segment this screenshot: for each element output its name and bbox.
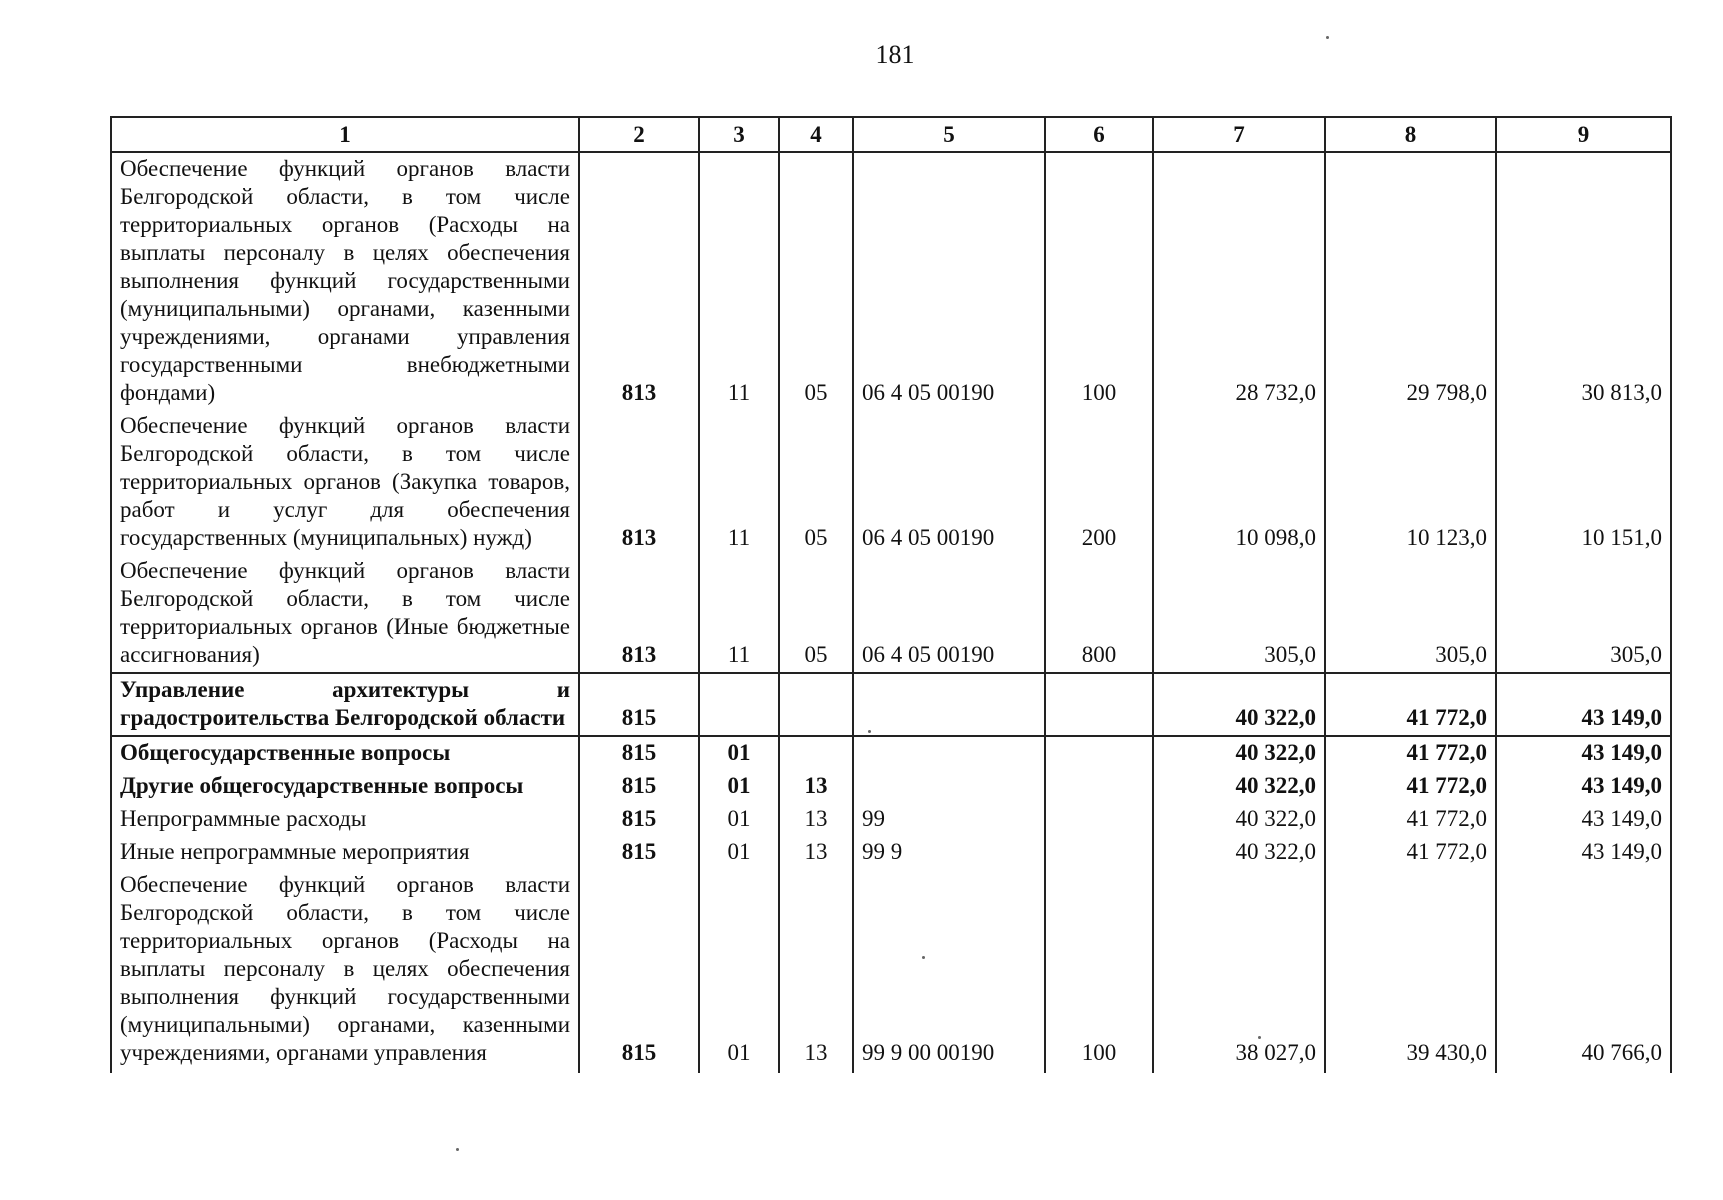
column-header: 7	[1153, 117, 1325, 152]
column-header: 6	[1045, 117, 1153, 152]
column-header: 9	[1496, 117, 1671, 152]
table-row	[111, 152, 1671, 410]
row-code: 815	[579, 869, 699, 1073]
row-code: 815	[579, 673, 699, 736]
row-subsection: 05	[779, 555, 853, 673]
column-header: 1	[111, 117, 579, 152]
row-code: 813	[579, 152, 699, 410]
scan-speck	[868, 730, 871, 733]
row-name: Непрограммные расходы	[111, 803, 579, 836]
table-row	[111, 736, 1671, 770]
row-name: Другие общегосударственные вопросы	[111, 770, 579, 803]
table-row	[111, 673, 1671, 736]
row-expense-type	[1045, 770, 1153, 803]
row-amount-col8: 29 798,0	[1325, 152, 1496, 410]
row-amount-col7: 40 322,0	[1153, 673, 1325, 736]
column-header: 5	[853, 117, 1045, 152]
row-amount-col9: 305,0	[1496, 555, 1671, 673]
row-amount-col7: 305,0	[1153, 555, 1325, 673]
table-row	[111, 555, 1671, 673]
row-amount-col9: 43 149,0	[1496, 836, 1671, 869]
row-target	[853, 673, 1045, 736]
row-amount-col7: 10 098,0	[1153, 410, 1325, 555]
row-section: 01	[699, 869, 779, 1073]
row-amount-col8: 41 772,0	[1325, 803, 1496, 836]
row-name: Обеспечение функций органов власти Белгородской области, в том числе территориальных органов (Закупка товаров, работ и услуг для обеспечения государственных (муниципальных) нужд)	[111, 410, 579, 555]
row-amount-col7: 40 322,0	[1153, 803, 1325, 836]
row-section	[699, 673, 779, 736]
row-subsection	[779, 736, 853, 770]
row-amount-col8: 41 772,0	[1325, 836, 1496, 869]
row-expense-type	[1045, 836, 1153, 869]
row-target	[853, 770, 1045, 803]
budget-table	[110, 116, 1672, 1073]
row-expense-type: 200	[1045, 410, 1153, 555]
row-target: 99 9	[853, 836, 1045, 869]
row-subsection: 05	[779, 152, 853, 410]
row-target: 99	[853, 803, 1045, 836]
row-amount-col8: 305,0	[1325, 555, 1496, 673]
row-amount-col8: 41 772,0	[1325, 673, 1496, 736]
column-header: 2	[579, 117, 699, 152]
row-expense-type	[1045, 803, 1153, 836]
row-amount-col7: 40 322,0	[1153, 836, 1325, 869]
column-header: 3	[699, 117, 779, 152]
row-subsection: 13	[779, 869, 853, 1073]
row-section: 01	[699, 803, 779, 836]
row-target: 06 4 05 00190	[853, 152, 1045, 410]
row-name: Общегосударственные вопросы	[111, 736, 579, 770]
scan-speck	[456, 1148, 459, 1151]
row-amount-col7: 40 322,0	[1153, 736, 1325, 770]
row-code: 815	[579, 836, 699, 869]
row-amount-col8: 39 430,0	[1325, 869, 1496, 1073]
row-target: 99 9 00 00190	[853, 869, 1045, 1073]
row-expense-type	[1045, 736, 1153, 770]
row-target: 06 4 05 00190	[853, 555, 1045, 673]
column-header: 8	[1325, 117, 1496, 152]
row-name: Обеспечение функций органов власти Белгородской области, в том числе территориальных органов (Расходы на выплаты персоналу в целях обеспечения выполнения функций государственными (муниципальными) органами, казенными учреждениями, органами управления	[111, 869, 579, 1073]
table-row	[111, 803, 1671, 836]
row-code: 815	[579, 803, 699, 836]
row-target	[853, 736, 1045, 770]
row-amount-col7: 40 322,0	[1153, 770, 1325, 803]
row-section: 01	[699, 736, 779, 770]
row-amount-col9: 40 766,0	[1496, 869, 1671, 1073]
row-target: 06 4 05 00190	[853, 410, 1045, 555]
row-code: 813	[579, 555, 699, 673]
row-section: 11	[699, 152, 779, 410]
row-expense-type: 100	[1045, 152, 1153, 410]
row-amount-col9: 30 813,0	[1496, 152, 1671, 410]
row-subsection	[779, 673, 853, 736]
row-amount-col9: 43 149,0	[1496, 803, 1671, 836]
row-code: 813	[579, 410, 699, 555]
row-amount-col9: 43 149,0	[1496, 673, 1671, 736]
row-expense-type: 800	[1045, 555, 1153, 673]
row-subsection: 13	[779, 803, 853, 836]
row-subsection: 13	[779, 836, 853, 869]
row-name: Управление архитектуры и градостроительства Белгородской области	[111, 673, 579, 736]
table-row	[111, 770, 1671, 803]
row-name: Иные непрограммные мероприятия	[111, 836, 579, 869]
row-code: 815	[579, 736, 699, 770]
row-amount-col8: 10 123,0	[1325, 410, 1496, 555]
page-number: 181	[875, 40, 915, 69]
row-section: 11	[699, 555, 779, 673]
row-amount-col7: 38 027,0	[1153, 869, 1325, 1073]
row-amount-col9: 10 151,0	[1496, 410, 1671, 555]
row-name: Обеспечение функций органов власти Белгородской области, в том числе территориальных органов (Расходы на выплаты персоналу в целях обеспечения выполнения функций государственными (муниципальными) органами, казенными учреждениями, органами управления государственными внебюджетными фондами)	[111, 152, 579, 410]
row-expense-type	[1045, 673, 1153, 736]
row-subsection: 13	[779, 770, 853, 803]
row-amount-col9: 43 149,0	[1496, 770, 1671, 803]
row-subsection: 05	[779, 410, 853, 555]
table-row	[111, 869, 1671, 1073]
row-amount-col7: 28 732,0	[1153, 152, 1325, 410]
row-amount-col8: 41 772,0	[1325, 770, 1496, 803]
row-name: Обеспечение функций органов власти Белгородской области, в том числе территориальных органов (Иные бюджетные ассигнования)	[111, 555, 579, 673]
table-header	[111, 117, 1671, 152]
column-header: 4	[779, 117, 853, 152]
scan-speck	[1258, 1036, 1261, 1039]
row-code: 815	[579, 770, 699, 803]
row-section: 11	[699, 410, 779, 555]
scan-speck	[1326, 36, 1329, 39]
row-amount-col9: 43 149,0	[1496, 736, 1671, 770]
table-body	[111, 152, 1671, 1073]
row-section: 01	[699, 770, 779, 803]
table-row	[111, 410, 1671, 555]
row-amount-col8: 41 772,0	[1325, 736, 1496, 770]
row-section: 01	[699, 836, 779, 869]
scan-speck	[922, 956, 925, 959]
row-expense-type: 100	[1045, 869, 1153, 1073]
table-row	[111, 836, 1671, 869]
